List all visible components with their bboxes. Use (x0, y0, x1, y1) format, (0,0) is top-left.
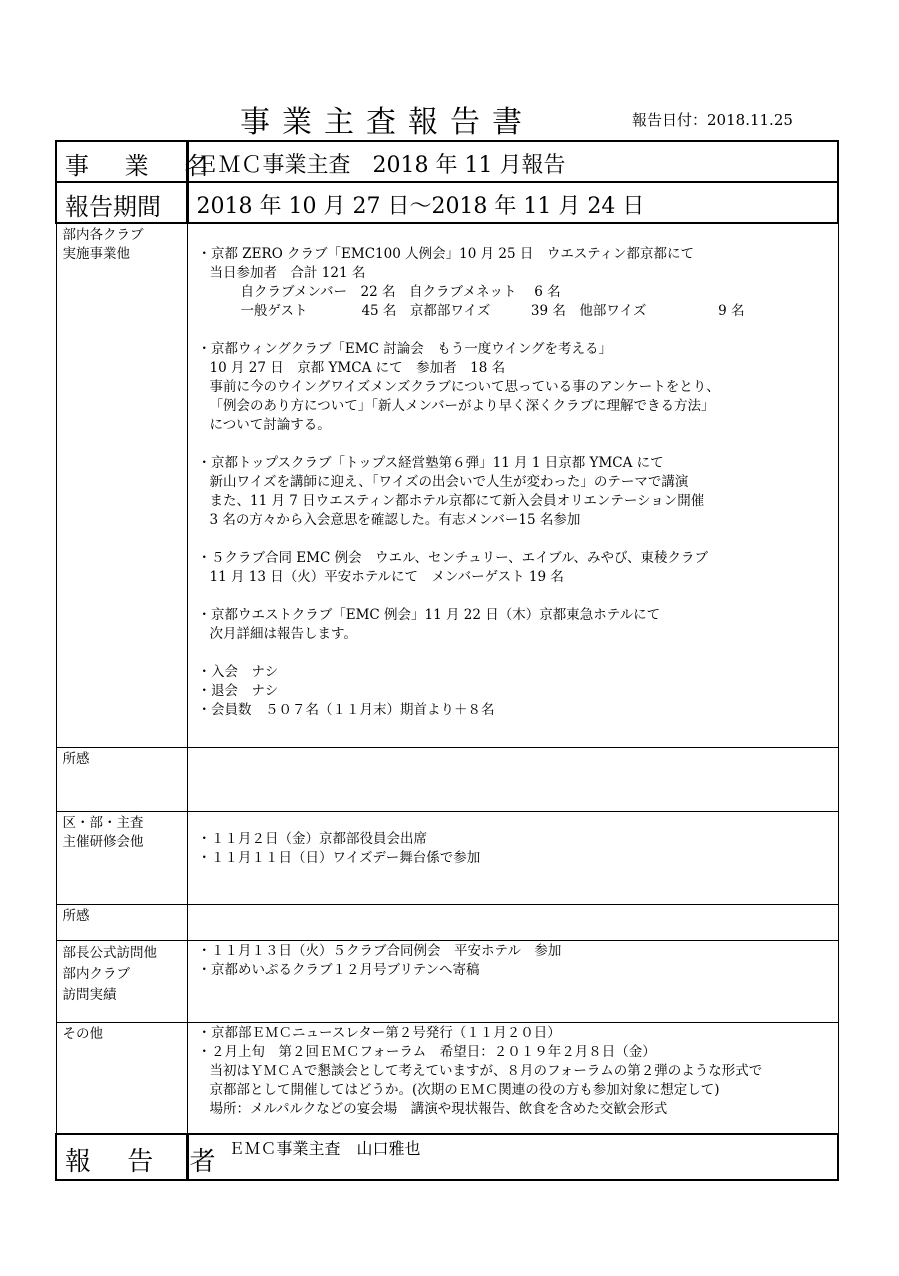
activity-item-heading: ・入会 ナシ (197, 664, 279, 680)
impressions-label-cell-2 (56, 904, 187, 940)
activity-item-detail: 「例会のあり方について」「新人メンバーがより早く深くクラブに理解できる方法」 (209, 398, 715, 414)
other-item: ・京都部ＥＭＣニュースレター第２号発行（１１月２０日） (197, 1024, 561, 1041)
block-gap (198, 321, 838, 340)
visits-label-line: 訪問実績 (62, 986, 117, 1003)
activity-item-heading: ・京都ウエストクラブ「EMC 例会」11 月 22 日（木）京都東急ホテルにて (197, 607, 661, 623)
impressions-row-1 (56, 747, 838, 811)
activity-item-heading: ・京都 ZERO クラブ「EMC100 人例会」10 月 25 日 ウエスティン都京都にて (197, 246, 694, 262)
activity-item-detail: 新山ワイズを講師に迎え、「ワイズの出会いで人生が変わった」のテーマで講演 (209, 474, 689, 490)
reporter-value: ＥＭＣ事業主査 山口雅也 (228, 1139, 421, 1158)
project-value-cell (187, 141, 838, 182)
club-activities-content-cell (187, 223, 838, 747)
reporter-label-cell (56, 1134, 230, 1180)
activity-item-detail: ・会員数 ５０７名（１１月末）期首より＋８名 (197, 702, 495, 718)
activity-item-detail: 一般ゲスト 45 名 京都部ワイズ 39 名 他部ワイズ 9 名 (240, 303, 745, 319)
activity-item-detail: ・退会 ナシ (197, 683, 279, 699)
visits-label-line: 部長公式訪問他 (62, 944, 157, 961)
impressions-row-2 (56, 904, 838, 940)
district-label (57, 812, 187, 852)
report-date (632, 109, 793, 130)
block-gap (198, 530, 838, 549)
reporter-value-cell (187, 1134, 838, 1180)
district-label-cell (56, 811, 187, 904)
district-content-cell (187, 811, 838, 904)
other-item: 当初はＹＭＣＡで懇談会として考えていますが、８月のフォーラムの第２弾のような形式で (209, 1062, 763, 1079)
period-label: 報告期間 (65, 193, 161, 221)
district-item: ・１１月２日（金）京都部役員会出席 (197, 830, 427, 847)
activity-item-detail: について討論する。 (209, 417, 331, 433)
visits-item: ・１１月１３日（火）５クラブ合同例会 平安ホテル 参加 (197, 942, 562, 959)
block-gap (198, 587, 838, 606)
visits-label-line: 部内クラブ (62, 965, 130, 982)
activity-item-heading: ・京都トップスクラブ「トップス経営塾第６弾」11 月 1 日京都 YMCA にて (197, 455, 664, 471)
visits-content (188, 941, 838, 980)
district-label-line: 区・部・主査 (62, 814, 144, 831)
district-item: ・１１月１１日（日）ワイズデー舞台係で参加 (197, 849, 481, 866)
club-activities-label-line: 部内各クラブ (62, 227, 144, 243)
activity-item-detail: 事前に今のウイングワイズメンズクラブについて思っている事のアンケートをとり、 (209, 379, 720, 395)
impressions-label-2: 所感 (62, 907, 90, 924)
other-item: 場所：メルパルクなどの宴会場 講演や現状報告、飲食を含めた交歓会形式 (209, 1100, 668, 1117)
club-activities-row (56, 223, 838, 747)
report-form (55, 140, 839, 1181)
period-value-cell (187, 182, 838, 223)
project-label: 事 業 名 (65, 152, 223, 180)
impressions-label-1: 所感 (62, 750, 90, 767)
activity-item-detail: 自クラブメンバー 22 名 自クラブメネット 6 名 (240, 284, 561, 300)
activity-item-detail: 次月詳細は報告します。 (209, 626, 357, 642)
block-gap (198, 435, 838, 454)
impressions-value-cell-2 (187, 904, 838, 940)
activity-item-heading: ・京都ウィングクラブ「EMC 討論会 もう一度ウイングを考える」 (197, 341, 613, 357)
reporter-label: 報 告 者 (65, 1147, 230, 1177)
other-item: 京都部として開催してはどうか。(次期のＥＭＣ関連の役の方も参加対象に想定して) (209, 1081, 720, 1098)
activity-item-detail: また、11 月 7 日ウエスティン都ホテル京都にて新入会員オリエンテーション開催 (209, 493, 705, 509)
club-activities-label-cell (56, 223, 187, 747)
impressions-value-cell-1 (187, 747, 838, 811)
other-item: ・２月上旬 第２回ＥＭＣフォーラム 希望日：２０１９年２月８日（金） (197, 1043, 656, 1060)
visits-row (56, 940, 838, 1022)
other-label: その他 (62, 1025, 103, 1042)
other-row (56, 1022, 838, 1134)
district-label-line: 主催研修会他 (62, 833, 144, 850)
period-row (56, 182, 838, 223)
activity-item-detail: 11 月 13 日（火）平安ホテルにて メンバーゲスト 19 名 (209, 569, 564, 585)
activity-item-detail: 3 名の方々から入会意思を確認した。有志メンバー15 名参加 (209, 512, 581, 528)
impressions-label-cell-1 (56, 747, 187, 811)
visits-item: ・京都めいぷるクラブ１２月号ブリテンへ寄稿 (197, 961, 480, 978)
visits-label-cell (56, 940, 187, 1022)
reporter-row (56, 1134, 838, 1180)
period-value: 2018 年 10 月 27 日～2018 年 11 月 24 日 (196, 194, 645, 219)
visits-content-cell (187, 940, 838, 1022)
visits-label (57, 941, 187, 1006)
title-row (0, 95, 899, 140)
activity-item-detail: 10 月 27 日 京都 YMCA にて 参加者 18 名 (209, 360, 506, 376)
document-title: 事業主査報告書 (240, 105, 534, 140)
club-activities-content (188, 224, 838, 720)
period-label-cell (56, 182, 187, 223)
project-row (56, 141, 838, 182)
report-date-label: 報告日付： (632, 111, 708, 129)
club-activities-label (57, 224, 187, 264)
project-value: ＥＭＣ事業主査 2018 年 11 月報告 (196, 153, 566, 178)
other-label-cell (56, 1022, 187, 1134)
activity-item-detail: 当日参加者 合計 121 名 (209, 265, 366, 281)
block-gap (198, 644, 838, 663)
other-content (188, 1023, 838, 1119)
activity-item-heading: ・５クラブ合同 EMC 例会 ウエル、センチュリー、エイブル、みやび、東稜クラブ (197, 550, 708, 566)
project-label-cell (56, 141, 223, 182)
district-row (56, 811, 838, 904)
club-activities-label-line: 実施事業他 (62, 246, 130, 262)
other-content-cell (187, 1022, 838, 1134)
district-content (188, 812, 838, 868)
report-date-value: 2018.11.25 (707, 111, 793, 129)
